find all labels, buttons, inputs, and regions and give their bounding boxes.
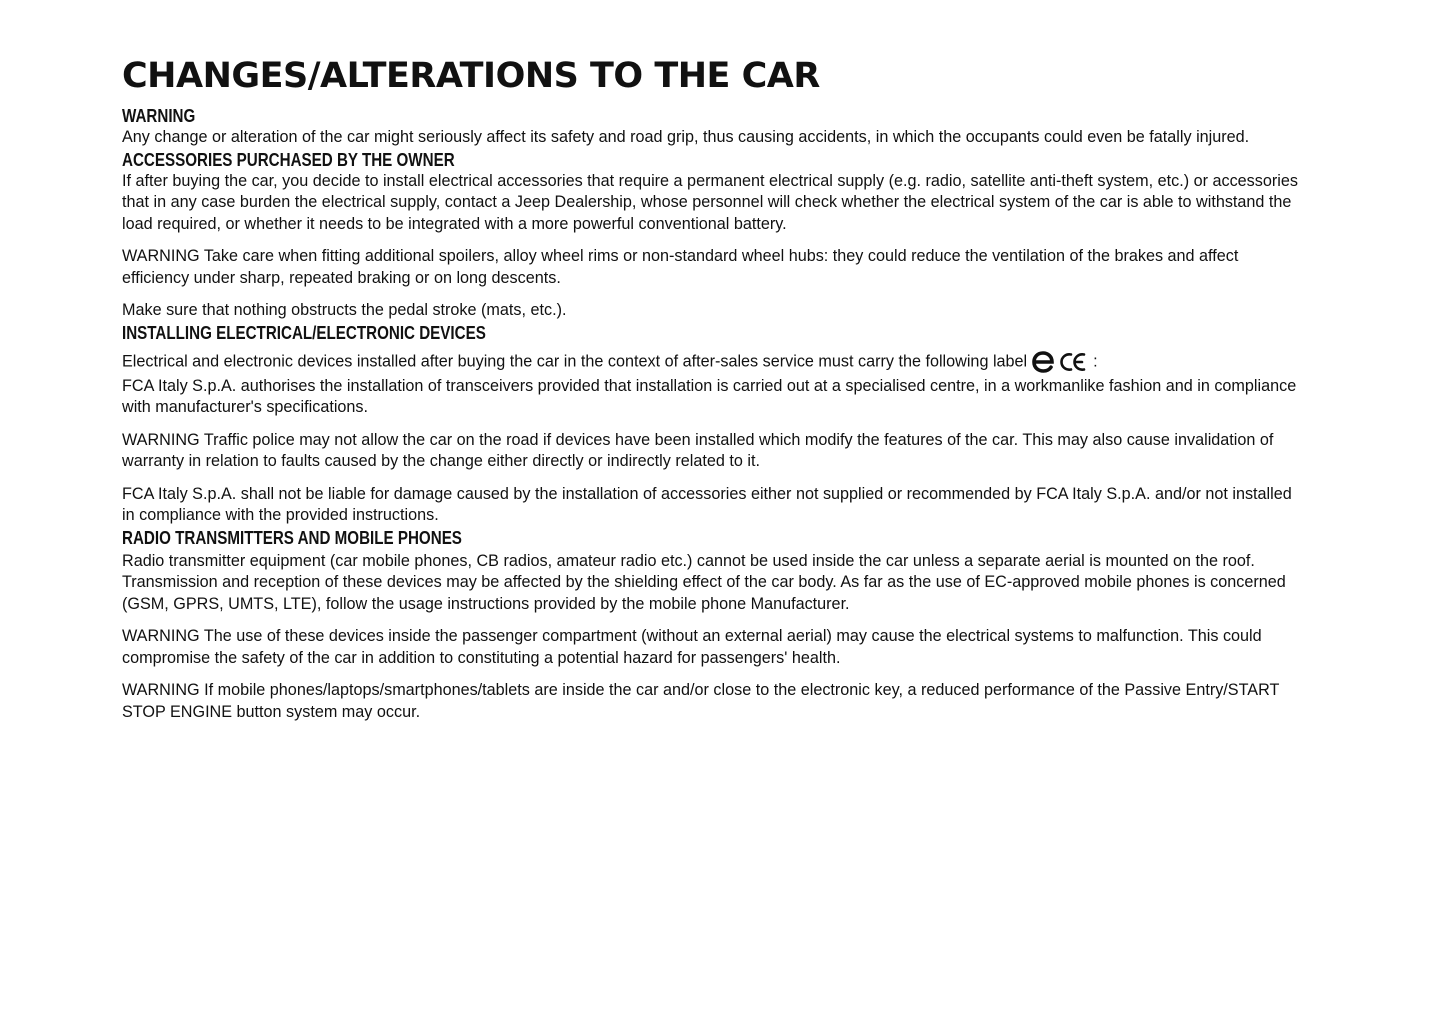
page-title: CHANGES/ALTERATIONS TO THE CAR [122, 56, 820, 96]
installing-paragraph-1-suffix: : [1093, 351, 1098, 370]
installing-paragraph-1-text: Electrical and electronic devices installed after buying the car in the context of after-sales service must carry the following label [122, 351, 1028, 370]
radio-paragraph-2: Transmission and reception of these devices may be affected by the shielding effect of the car body. As far as the use of EC-approved mobile phones is concerned (GSM, GPRS, UMTS, LTE), follow the usage instructions provided by the mobile phone Manufacturer. [122, 573, 1286, 613]
installing-paragraph-2: FCA Italy S.p.A. authorises the installation of transceivers provided that installation is carried out at a specialised centre, in a workmanlike fashion and in compliance with manufacturer's specifications. [122, 376, 1297, 416]
warning-paragraph: Any change or alteration of the car might seriously affect its safety and road grip, thus causing accidents, in which the occupants could even be fatally injured. [122, 128, 1250, 146]
installing-paragraph-4: FCA Italy S.p.A. shall not be liable for damage caused by the installation of accessories either not supplied or recommended by FCA Italy S.p.A. and/or not installed in compliance with the provided instructions. [122, 484, 1292, 524]
warning-heading: WARNING [122, 105, 196, 126]
radio-paragraph-4: WARNING If mobile phones/laptops/smartphones/tablets are inside the car and/or close to the electronic key, a reduced performance of the Passive Entry/START STOP ENGINE button system may occur. [122, 681, 1280, 721]
document-page [122, 56, 1302, 723]
installing-paragraph-1 [122, 350, 1302, 374]
e-mark-ce-mark-icon [1031, 350, 1093, 374]
radio-paragraph-1: Radio transmitter equipment (car mobile phones, CB radios, amateur radio etc.) cannot be used inside the car unless a separate aerial is mounted on the roof. [122, 551, 1255, 570]
radio-heading: RADIO TRANSMITTERS AND MOBILE PHONES [122, 526, 462, 548]
installing-heading: INSTALLING ELECTRICAL/ELECTRONIC DEVICES [122, 321, 486, 343]
accessories-heading: ACCESSORIES PURCHASED BY THE OWNER [122, 148, 455, 170]
accessories-paragraph-1: If after buying the car, you decide to install electrical accessories that require a permanent electrical supply (e.g. radio, satellite anti-theft system, etc.) or accessories that in any case burden the electrical supply, contact a Jeep Dealership, whose personnel will check whether the electrical system of the car is able to withstand the load required, or whether it needs to be integrated with a more powerful conventional battery. [122, 171, 1298, 233]
radio-paragraph-3: WARNING The use of these devices inside the passenger compartment (without an external aerial) may cause the electrical systems to malfunction. This could compromise the safety of the car in addition to constituting a potential hazard for passengers' health. [122, 627, 1262, 667]
installing-paragraph-3: WARNING Traffic police may not allow the car on the road if devices have been installed which modify the features of the car. This may also cause invalidation of warranty in relation to faults caused by the change either directly or indirectly related to it. [122, 430, 1274, 470]
accessories-paragraph-3: Make sure that nothing obstructs the pedal stroke (mats, etc.). [122, 301, 567, 319]
accessories-paragraph-2: WARNING Take care when fitting additional spoilers, alloy wheel rims or non-standard wheel hubs: they could reduce the ventilation of the brakes and affect efficiency under sharp, repeated braking or on long descents. [122, 247, 1239, 287]
